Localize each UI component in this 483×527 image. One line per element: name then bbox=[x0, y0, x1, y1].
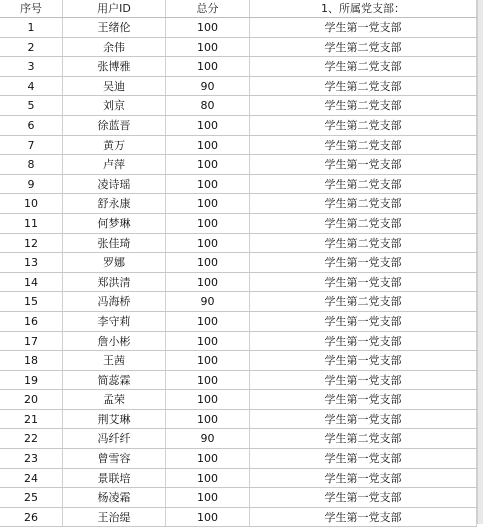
cell-index[interactable]: 26 bbox=[0, 508, 63, 527]
cell-user-id[interactable]: 詹小彬 bbox=[63, 332, 166, 351]
cell-index[interactable]: 12 bbox=[0, 234, 63, 253]
cell-index[interactable]: 10 bbox=[0, 194, 63, 213]
table-row bbox=[0, 155, 477, 175]
cell-index[interactable]: 15 bbox=[0, 292, 63, 311]
table-row bbox=[0, 96, 477, 116]
cell-total-score[interactable]: 90 bbox=[166, 429, 250, 448]
cell-index[interactable]: 2 bbox=[0, 38, 63, 57]
cell-party-branch[interactable]: 学生第一党支部 bbox=[250, 18, 477, 37]
cell-party-branch[interactable]: 学生第一党支部 bbox=[250, 488, 477, 507]
cell-total-score[interactable]: 100 bbox=[166, 273, 250, 292]
cell-index[interactable]: 5 bbox=[0, 96, 63, 115]
cell-user-id[interactable]: 郑洪清 bbox=[63, 273, 166, 292]
cell-index[interactable]: 24 bbox=[0, 469, 63, 488]
table-row bbox=[0, 77, 477, 97]
cell-index[interactable]: 16 bbox=[0, 312, 63, 331]
cell-index[interactable]: 19 bbox=[0, 371, 63, 390]
cell-user-id[interactable]: 冯纤纤 bbox=[63, 429, 166, 448]
cell-user-id[interactable]: 张佳琦 bbox=[63, 234, 166, 253]
cell-total-score[interactable]: 100 bbox=[166, 371, 250, 390]
cell-user-id[interactable]: 简蕊霖 bbox=[63, 371, 166, 390]
cell-user-id[interactable]: 王治缇 bbox=[63, 508, 166, 527]
table-body bbox=[0, 18, 477, 527]
table-row bbox=[0, 351, 477, 371]
cell-index[interactable]: 23 bbox=[0, 449, 63, 468]
cell-user-id[interactable]: 黄万 bbox=[63, 136, 166, 155]
cell-party-branch[interactable]: 学生第二党支部 bbox=[250, 96, 477, 115]
sheet-right-edge bbox=[477, 0, 483, 524]
cell-total-score[interactable]: 100 bbox=[166, 469, 250, 488]
cell-total-score[interactable]: 100 bbox=[166, 488, 250, 507]
cell-total-score[interactable]: 80 bbox=[166, 96, 250, 115]
cell-index[interactable]: 14 bbox=[0, 273, 63, 292]
cell-user-id[interactable]: 曾雪容 bbox=[63, 449, 166, 468]
cell-user-id[interactable]: 何梦琳 bbox=[63, 214, 166, 233]
cell-party-branch[interactable]: 学生第一党支部 bbox=[250, 351, 477, 370]
cell-party-branch[interactable]: 学生第一党支部 bbox=[250, 332, 477, 351]
cell-index[interactable]: 18 bbox=[0, 351, 63, 370]
table-row bbox=[0, 273, 477, 293]
cell-party-branch[interactable]: 学生第一党支部 bbox=[250, 508, 477, 527]
cell-party-branch[interactable]: 学生第一党支部 bbox=[250, 253, 477, 272]
cell-total-score[interactable]: 100 bbox=[166, 253, 250, 272]
cell-party-branch[interactable]: 学生第二党支部 bbox=[250, 57, 477, 76]
cell-user-id[interactable]: 余伟 bbox=[63, 38, 166, 57]
cell-total-score[interactable]: 100 bbox=[166, 57, 250, 76]
cell-index[interactable]: 17 bbox=[0, 332, 63, 351]
table-row bbox=[0, 57, 477, 77]
cell-index[interactable]: 6 bbox=[0, 116, 63, 135]
cell-total-score[interactable]: 100 bbox=[166, 449, 250, 468]
table-row bbox=[0, 312, 477, 332]
cell-total-score[interactable]: 100 bbox=[166, 155, 250, 174]
cell-index[interactable]: 22 bbox=[0, 429, 63, 448]
cell-total-score[interactable]: 100 bbox=[166, 38, 250, 57]
cell-party-branch[interactable]: 学生第一党支部 bbox=[250, 410, 477, 429]
cell-party-branch[interactable]: 学生第二党支部 bbox=[250, 234, 477, 253]
cell-user-id[interactable]: 王茜 bbox=[63, 351, 166, 370]
cell-user-id[interactable]: 张博雅 bbox=[63, 57, 166, 76]
header-party-branch[interactable]: 1、所属党支部： bbox=[250, 0, 477, 17]
cell-party-branch[interactable]: 学生第二党支部 bbox=[250, 77, 477, 96]
table-row bbox=[0, 332, 477, 352]
cell-total-score[interactable]: 100 bbox=[166, 312, 250, 331]
cell-total-score[interactable]: 100 bbox=[166, 136, 250, 155]
table-row bbox=[0, 449, 477, 469]
cell-party-branch[interactable]: 学生第二党支部 bbox=[250, 214, 477, 233]
table-row bbox=[0, 371, 477, 391]
cell-user-id[interactable]: 李守莉 bbox=[63, 312, 166, 331]
cell-user-id[interactable]: 王绪伦 bbox=[63, 18, 166, 37]
table-row bbox=[0, 175, 477, 195]
cell-party-branch[interactable]: 学生第二党支部 bbox=[250, 175, 477, 194]
table-row bbox=[0, 38, 477, 58]
cell-party-branch[interactable]: 学生第二党支部 bbox=[250, 38, 477, 57]
cell-party-branch[interactable]: 学生第一党支部 bbox=[250, 371, 477, 390]
cell-index[interactable]: 7 bbox=[0, 136, 63, 155]
cell-total-score[interactable]: 100 bbox=[166, 508, 250, 527]
cell-index[interactable]: 13 bbox=[0, 253, 63, 272]
cell-party-branch[interactable]: 学生第一党支部 bbox=[250, 273, 477, 292]
cell-user-id[interactable]: 刘京 bbox=[63, 96, 166, 115]
cell-total-score[interactable]: 100 bbox=[166, 194, 250, 213]
cell-user-id[interactable]: 景联培 bbox=[63, 469, 166, 488]
table-row bbox=[0, 410, 477, 430]
cell-total-score[interactable]: 100 bbox=[166, 18, 250, 37]
cell-total-score[interactable]: 90 bbox=[166, 292, 250, 311]
header-index[interactable]: 序号 bbox=[0, 0, 63, 17]
cell-index[interactable]: 1 bbox=[0, 18, 63, 37]
table-row bbox=[0, 136, 477, 156]
table-row bbox=[0, 292, 477, 312]
cell-total-score[interactable]: 90 bbox=[166, 77, 250, 96]
cell-user-id[interactable]: 凌诗瑶 bbox=[63, 175, 166, 194]
cell-party-branch[interactable]: 学生第一党支部 bbox=[250, 469, 477, 488]
cell-total-score[interactable]: 100 bbox=[166, 234, 250, 253]
cell-total-score[interactable]: 100 bbox=[166, 214, 250, 233]
cell-user-id[interactable]: 杨凌霜 bbox=[63, 488, 166, 507]
cell-user-id[interactable]: 卢萍 bbox=[63, 155, 166, 174]
cell-index[interactable]: 4 bbox=[0, 77, 63, 96]
cell-total-score[interactable]: 100 bbox=[166, 351, 250, 370]
cell-party-branch[interactable]: 学生第一党支部 bbox=[250, 449, 477, 468]
cell-index[interactable]: 20 bbox=[0, 390, 63, 409]
table-row bbox=[0, 18, 477, 38]
cell-party-branch[interactable]: 学生第二党支部 bbox=[250, 292, 477, 311]
cell-index[interactable]: 9 bbox=[0, 175, 63, 194]
table-row bbox=[0, 194, 477, 214]
cell-party-branch[interactable]: 学生第二党支部 bbox=[250, 116, 477, 135]
cell-party-branch[interactable]: 学生第二党支部 bbox=[250, 429, 477, 448]
cell-user-id[interactable]: 舒永康 bbox=[63, 194, 166, 213]
cell-user-id[interactable]: 吴迪 bbox=[63, 77, 166, 96]
cell-user-id[interactable]: 徐蓝晋 bbox=[63, 116, 166, 135]
cell-party-branch[interactable]: 学生第一党支部 bbox=[250, 390, 477, 409]
cell-user-id[interactable]: 冯海桥 bbox=[63, 292, 166, 311]
table-row bbox=[0, 508, 477, 527]
cell-user-id[interactable]: 孟荣 bbox=[63, 390, 166, 409]
cell-user-id[interactable]: 荆艾琳 bbox=[63, 410, 166, 429]
table-row bbox=[0, 116, 477, 136]
table-row bbox=[0, 488, 477, 508]
table-row bbox=[0, 253, 477, 273]
header-total-score[interactable]: 总分 bbox=[166, 0, 250, 17]
table-header-row bbox=[0, 0, 477, 18]
cell-index[interactable]: 8 bbox=[0, 155, 63, 174]
cell-party-branch[interactable]: 学生第一党支部 bbox=[250, 312, 477, 331]
table-row bbox=[0, 390, 477, 410]
table-row bbox=[0, 214, 477, 234]
cell-total-score[interactable]: 100 bbox=[166, 175, 250, 194]
header-user-id[interactable]: 用户ID bbox=[63, 0, 166, 17]
cell-total-score[interactable]: 100 bbox=[166, 390, 250, 409]
cell-party-branch[interactable]: 学生第一党支部 bbox=[250, 155, 477, 174]
table-row bbox=[0, 429, 477, 449]
cell-user-id[interactable]: 罗娜 bbox=[63, 253, 166, 272]
cell-index[interactable]: 21 bbox=[0, 410, 63, 429]
cell-total-score[interactable]: 100 bbox=[166, 116, 250, 135]
cell-index[interactable]: 11 bbox=[0, 214, 63, 233]
table-row bbox=[0, 469, 477, 489]
cell-party-branch[interactable]: 学生第二党支部 bbox=[250, 194, 477, 213]
cell-party-branch[interactable]: 学生第二党支部 bbox=[250, 136, 477, 155]
cell-index[interactable]: 3 bbox=[0, 57, 63, 76]
table-row bbox=[0, 234, 477, 254]
cell-index[interactable]: 25 bbox=[0, 488, 63, 507]
cell-total-score[interactable]: 100 bbox=[166, 332, 250, 351]
cell-total-score[interactable]: 100 bbox=[166, 410, 250, 429]
